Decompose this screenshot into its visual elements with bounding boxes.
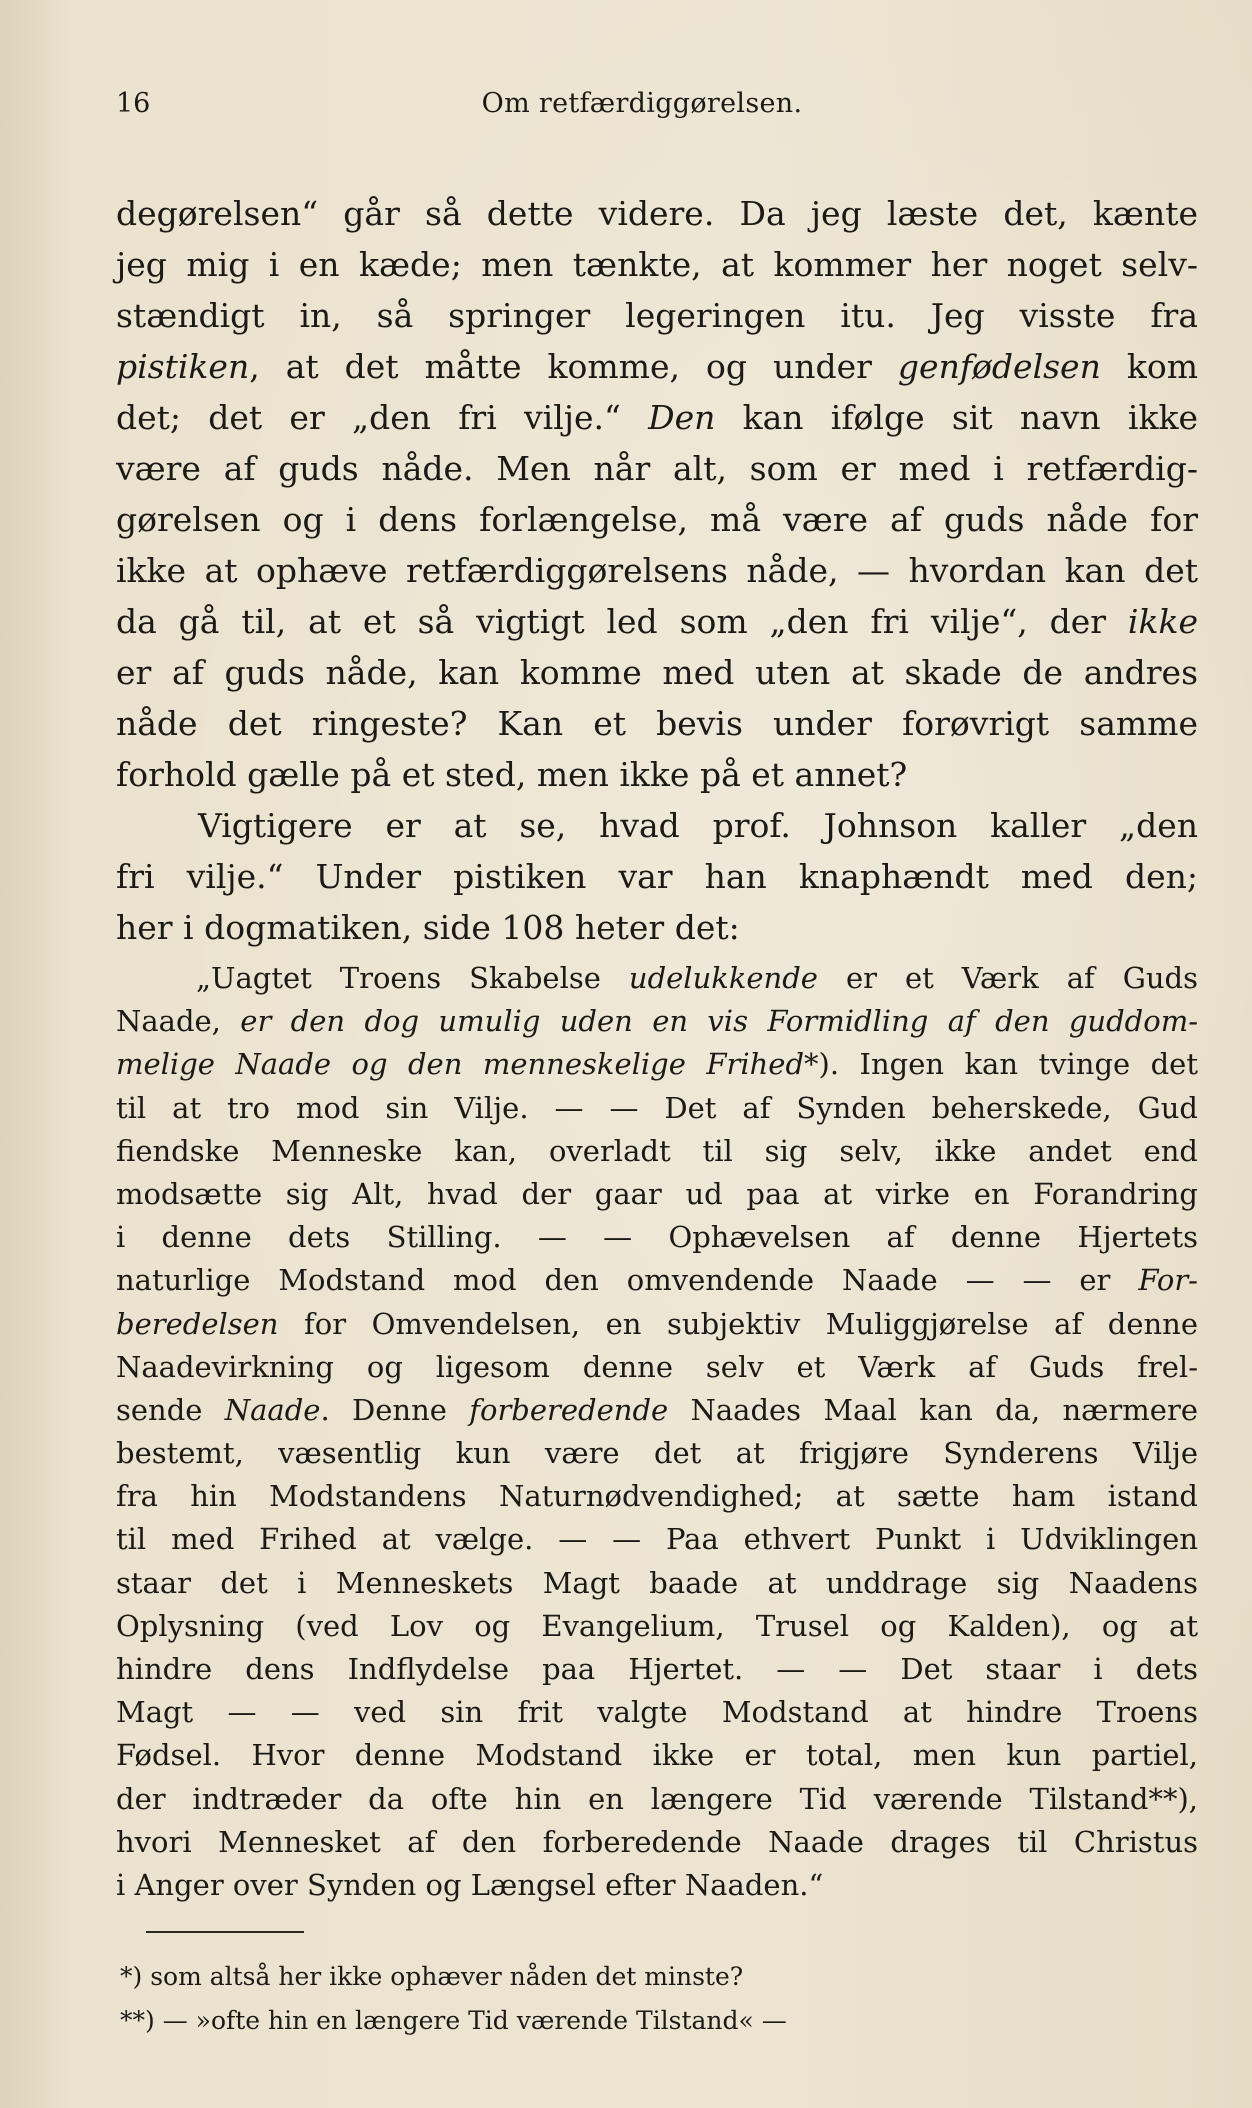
quote-line: Fødsel. Hvor denne Modstand ikke er total, men kun partiel, bbox=[116, 1738, 1198, 1773]
running-title: Om retfærdiggørelsen. bbox=[481, 88, 803, 119]
text-line: ikke at ophæve retfærdiggørelsens nåde, — hvordan kan det bbox=[116, 551, 1198, 590]
line-segment: sende bbox=[116, 1392, 225, 1427]
emphasis: genfødelsen bbox=[897, 347, 1101, 386]
quote-line: Magt — — ved sin frit valgte Modstand at hindre Troens bbox=[116, 1695, 1198, 1730]
quote-line: hindre dens Indflydelse paa Hjertet. — — Det staar i dets bbox=[116, 1652, 1198, 1686]
quote-line: der indtræder da ofte hin en længere Tid værende Tilstand**), bbox=[116, 1781, 1198, 1816]
text-line: jeg mig i en kæde; men tænkte, at kommer her noget selv- bbox=[116, 245, 1198, 284]
emphasis: ikke bbox=[1127, 602, 1198, 641]
text-line: degørelsen“ går så dette videre. Da jeg læste det, kænte bbox=[116, 194, 1198, 233]
line-segment: . Denne bbox=[320, 1392, 470, 1427]
line-segment: naturlige Modstand mod den omvendende Naade — — er bbox=[116, 1263, 1139, 1298]
quote-line: staar det i Menneskets Magt baade at unddrage sig Naadens bbox=[116, 1565, 1198, 1600]
text-line: fri vilje.“ Under pistiken var han knaphændt med den; bbox=[116, 857, 1198, 896]
line-segment: kom bbox=[1100, 347, 1198, 386]
quote-line bbox=[116, 1303, 1198, 1346]
emphasis: Naade bbox=[224, 1392, 321, 1427]
quote-line: hvori Mennesket af den forberedende Naade drages til Christus bbox=[116, 1824, 1198, 1859]
emphasis: forberedende bbox=[469, 1392, 669, 1427]
text-line: Vigtigere er at se, hvad prof. Johnson kaller „den bbox=[198, 806, 1198, 845]
line-segment: Naade, bbox=[116, 1004, 241, 1039]
footnote: *) som altså her ikke ophæver nåden det minste? bbox=[120, 1962, 744, 1992]
line-segment: kan ifølge sit navn ikke bbox=[715, 398, 1198, 437]
text-line: forhold gælle på et sted, men ikke på et annet? bbox=[116, 755, 908, 794]
emphasis: beredelsen bbox=[116, 1306, 279, 1341]
text-line: er af guds nåde, kan komme med uten at skade de andres bbox=[116, 653, 1198, 692]
quote-line: Oplysning (ved Lov og Evangelium, Trusel og Kalden), og at bbox=[116, 1608, 1198, 1643]
line-segment: „Uagtet Troens Skabelse bbox=[196, 961, 629, 995]
text-line: gørelsen og i dens forlængelse, må være af guds nåde for bbox=[116, 500, 1198, 539]
line-segment: *). Ingen kan tvinge det bbox=[804, 1047, 1199, 1082]
line-segment: for Omvendelsen, en subjektiv Muliggjørelse af denne bbox=[278, 1306, 1198, 1341]
text-line bbox=[116, 341, 1198, 392]
line-segment: da gå til, at et så vigtigt led som „den fri vilje“, der bbox=[116, 602, 1128, 641]
footnotes bbox=[116, 1955, 1198, 2043]
running-head bbox=[116, 88, 1198, 142]
quote-line bbox=[116, 1000, 1198, 1043]
quote-line: i denne dets Stilling. — — Ophævelsen af denne Hjertets bbox=[116, 1220, 1198, 1255]
emphasis: udelukkende bbox=[628, 961, 818, 995]
emphasis: For- bbox=[1138, 1263, 1198, 1298]
page-number: 16 bbox=[116, 88, 151, 119]
text-line: nåde det ringeste? Kan et bevis under forøvrigt samme bbox=[116, 704, 1198, 743]
quote-line: til med Frihed at vælge. — — Paa ethvert Punkt i Udviklingen bbox=[116, 1522, 1198, 1557]
main-text bbox=[116, 188, 1198, 953]
line-segment: er et Værk af Guds bbox=[817, 961, 1198, 995]
footnote: **) — »ofte hin en længere Tid værende Tilstand« — bbox=[120, 2006, 787, 2036]
text-line bbox=[116, 392, 1198, 443]
quote-line bbox=[116, 1389, 1198, 1432]
text-line bbox=[116, 596, 1198, 647]
line-segment: det; det er „den fri vilje.“ bbox=[116, 398, 649, 437]
line-segment: Naades Maal kan da, nærmere bbox=[668, 1392, 1198, 1427]
block-quote bbox=[116, 957, 1198, 1907]
quote-line bbox=[116, 1259, 1198, 1302]
text-line: her i dogmatiken, side 108 heter det: bbox=[116, 908, 740, 947]
text-line: stændigt in, så springer legeringen itu. Jeg visste fra bbox=[116, 296, 1198, 335]
emphasis: er den dog umulig uden en vis Formidling af den guddom- bbox=[240, 1004, 1198, 1039]
footnote-divider bbox=[146, 1931, 304, 1933]
quote-line: fiendske Menneske kan, overladt til sig selv, ikke andet end bbox=[116, 1133, 1198, 1168]
quote-line: Naadevirkning og ligesom denne selv et Værk af Guds frel- bbox=[116, 1349, 1198, 1384]
quote-line: bestemt, væsentlig kun være det at frigjøre Synderens Vilje bbox=[116, 1436, 1198, 1471]
quote-line: fra hin Modstandens Naturnødvendighed; at sætte ham istand bbox=[116, 1479, 1198, 1514]
emphasis: Den bbox=[648, 398, 716, 437]
line-segment: , at det måtte komme, og under bbox=[249, 347, 898, 386]
emphasis: pistiken bbox=[116, 347, 250, 386]
quote-line bbox=[116, 1043, 1198, 1086]
quote-line bbox=[116, 957, 1198, 1000]
text-line: være af guds nåde. Men når alt, som er med i retfærdig- bbox=[116, 449, 1198, 488]
quote-line: modsætte sig Alt, hvad der gaar ud paa at virke en Forandring bbox=[116, 1176, 1198, 1211]
quote-line: i Anger over Synden og Længsel efter Naaden.“ bbox=[116, 1867, 824, 1902]
emphasis: melige Naade og den menneskelige Frihed bbox=[116, 1047, 805, 1082]
quote-line: til at tro mod sin Vilje. — — Det af Synden beherskede, Gud bbox=[116, 1090, 1198, 1125]
